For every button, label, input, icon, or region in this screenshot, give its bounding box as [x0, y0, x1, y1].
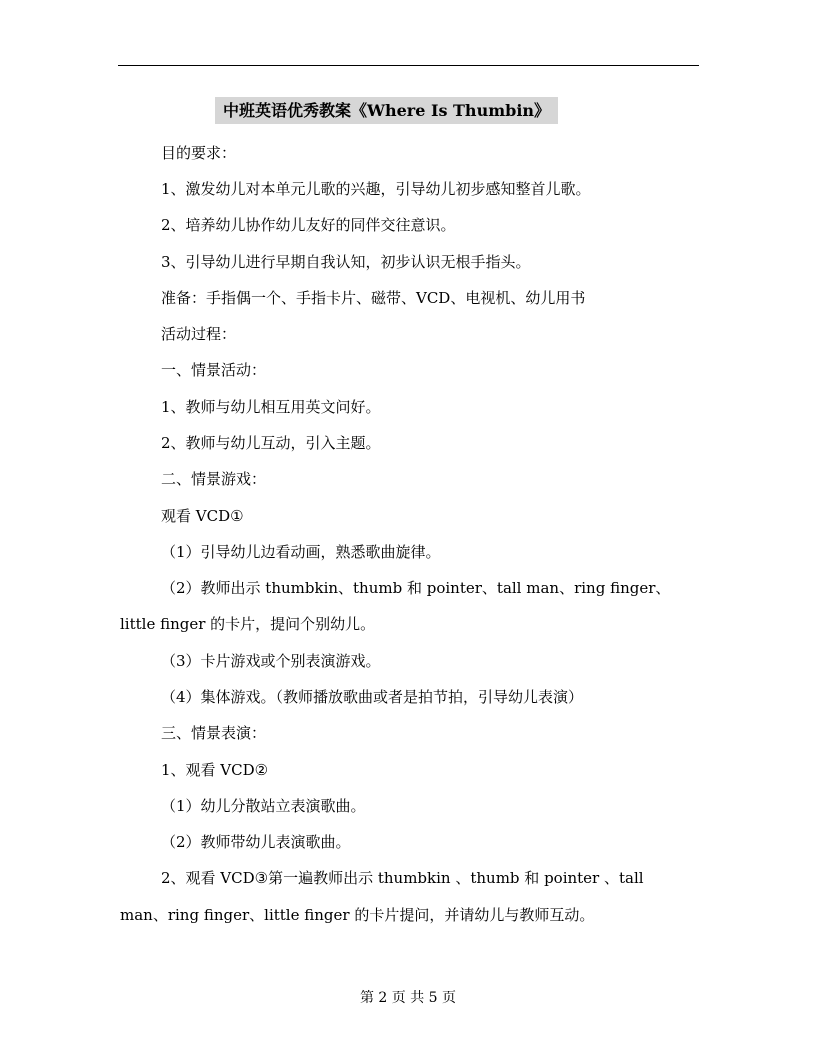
body-line: 1、观看 VCD②: [161, 761, 269, 779]
section-heading: 一、情景活动：: [161, 361, 267, 379]
body-line: （2）教师带幼儿表演歌曲。: [161, 833, 351, 851]
body-line: 2、培养幼儿协作幼儿友好的同伴交往意识。: [161, 216, 456, 234]
header-rule: [118, 65, 699, 66]
body-line: （2）教师出示 thumbkin、thumb 和 pointer、tall man、ring finger、: [161, 579, 671, 597]
body-line: 准备：手指偶一个、手指卡片、磁带、VCD、电视机、幼儿用书: [161, 289, 586, 307]
body-line: （1）引导幼儿边看动画，熟悉歌曲旋律。: [161, 543, 441, 561]
document-title: 中班英语优秀教案《Where Is Thumbin》: [215, 97, 558, 124]
section-heading: 三、情景表演：: [161, 724, 267, 742]
body-line: 1、激发幼儿对本单元儿歌的兴趣，引导幼儿初步感知整首儿歌。: [161, 180, 591, 198]
body-line: 1、教师与幼儿相互用英文问好。: [161, 398, 381, 416]
body-line: （1）幼儿分散站立表演歌曲。: [161, 797, 366, 815]
body-line: （3）卡片游戏或个别表演游戏。: [161, 652, 381, 670]
body-line: 2、观看 VCD③第一遍教师出示 thumbkin 、thumb 和 pointer 、tall: [161, 869, 644, 887]
body-line: （4）集体游戏。（教师播放歌曲或者是拍节拍，引导幼儿表演）: [161, 688, 584, 706]
body-line: little finger 的卡片，提问个别幼儿。: [120, 615, 376, 633]
body-line: 观看 VCD①: [161, 507, 244, 525]
body-line: 活动过程：: [161, 325, 237, 343]
body-line: 目的要求：: [161, 144, 237, 162]
page-number: 第 2 页 共 5 页: [359, 990, 457, 1006]
body-line: man、ring finger、little finger 的卡片提问，并请幼儿与教师互动。: [120, 906, 595, 924]
body-line: 3、引导幼儿进行早期自我认知，初步认识无根手指头。: [161, 253, 531, 271]
section-heading: 二、情景游戏：: [161, 470, 267, 488]
body-line: 2、教师与幼儿互动，引入主题。: [161, 434, 381, 452]
